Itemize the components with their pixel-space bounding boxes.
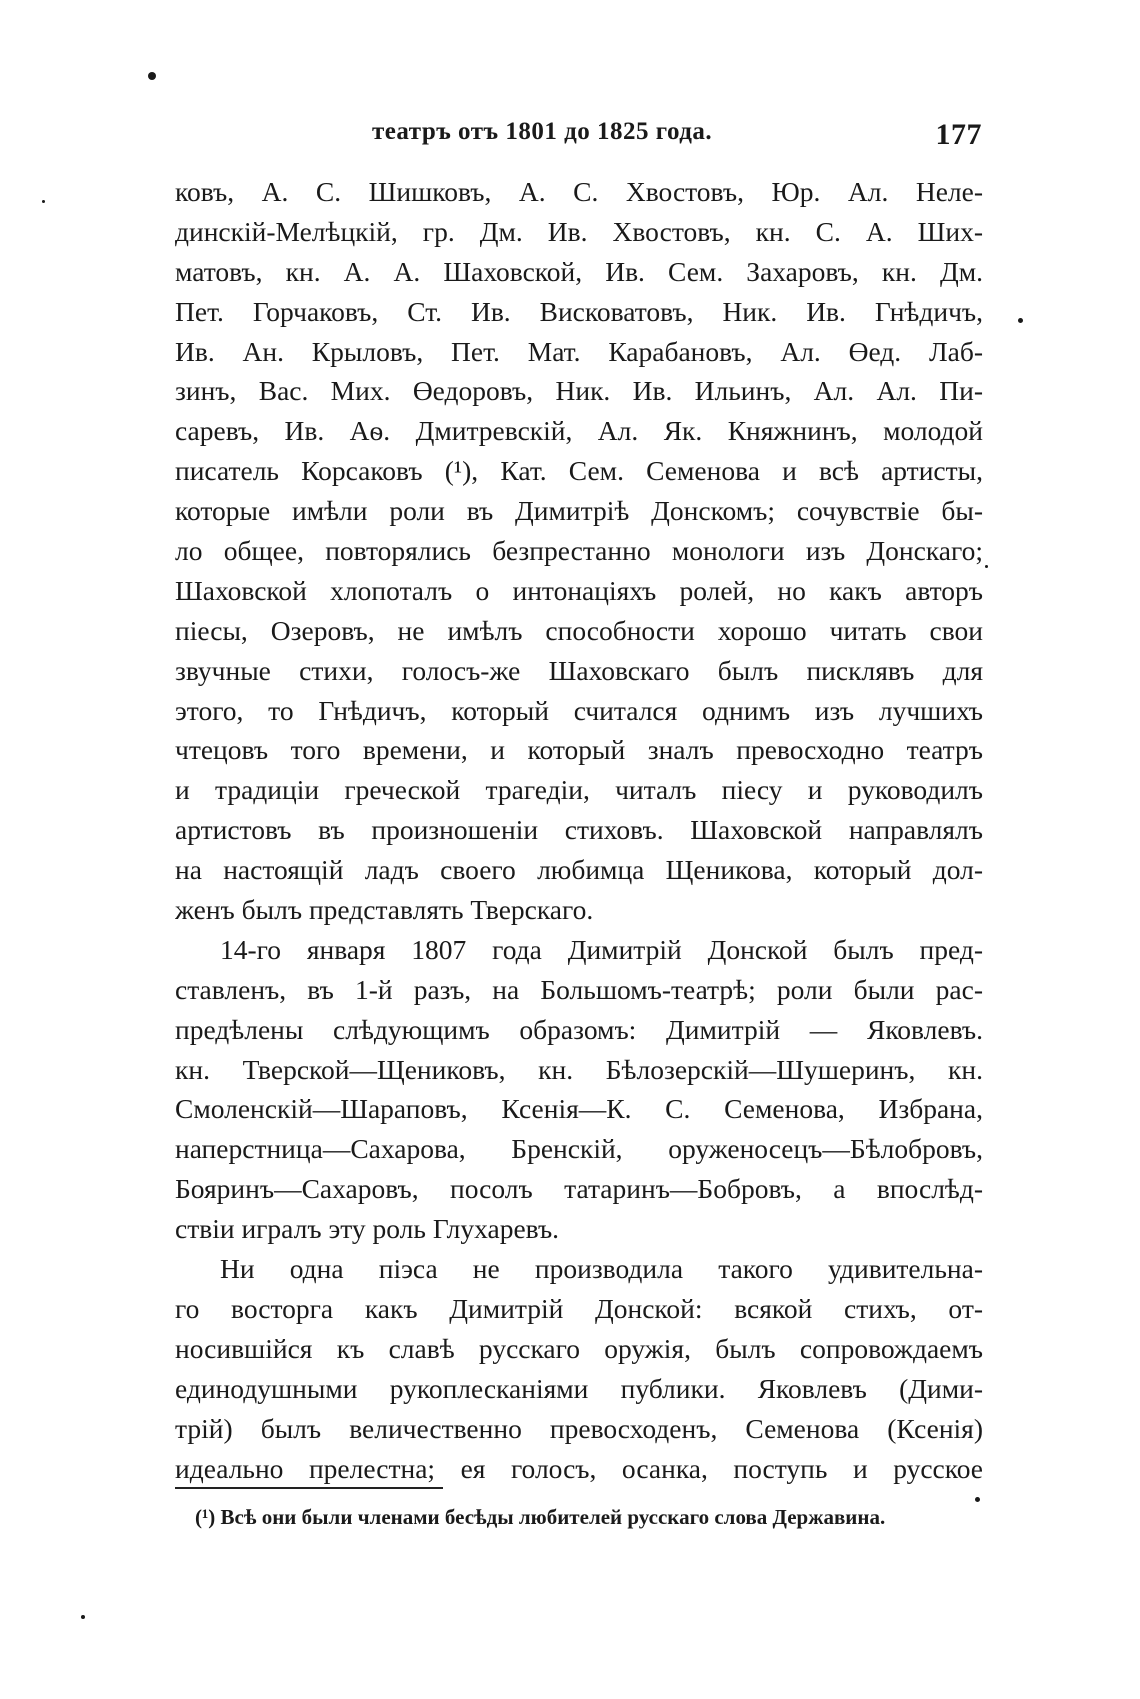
text-line: ставленъ, въ 1-й разъ, на Большомъ-театрѣ; роли были рас- <box>175 973 983 1005</box>
scan-speck <box>985 565 988 568</box>
text-line: Смоленскій—Шараповъ, Ксенія—К. С. Семенова, Избрана, <box>175 1093 983 1125</box>
text-line: Пет. Горчаковъ, Ст. Ив. Висковатовъ, Ник. Ив. Гнѣдичъ, <box>175 295 983 327</box>
text-line: піесы, Озеровъ, не имѣлъ способности хорошо читать свои <box>175 614 983 646</box>
text-line: матовъ, кн. А. А. Шаховской, Ив. Сем. Захаровъ, кн. Дм. <box>175 255 983 287</box>
running-title: театръ отъ 1801 до 1825 года. <box>372 118 713 145</box>
scan-speck <box>81 1615 85 1619</box>
text-line: единодушными рукоплесканіями публики. Яковлевъ (Дими- <box>175 1372 983 1404</box>
text-line: Ив. Ан. Крыловъ, Пет. Мат. Карабановъ, Ал. Өед. Лаб- <box>175 335 983 367</box>
text-line: звучные стихи, голосъ-же Шаховскаго былъ писклявъ для <box>175 654 983 686</box>
text-line: Бояринъ—Сахаровъ, посолъ татаринъ—Бобровъ, а впослѣд- <box>175 1173 983 1205</box>
text-line: Шаховской хлопоталъ о интонаціяхъ ролей, но какъ авторъ <box>175 574 983 606</box>
text-line: и традиціи греческой трагедіи, читалъ піесу и руководилъ <box>175 774 983 806</box>
body-text <box>175 172 983 1488</box>
text-line: трій) былъ величественно превосходенъ, Семенова (Ксенія) <box>175 1412 983 1444</box>
text-line: динскій-Мелѣцкій, гр. Дм. Ив. Хвостовъ, кн. С. А. Ших- <box>175 215 983 247</box>
text-line: ло общее, повторялись безпрестанно монологи изъ Донскаго; <box>175 535 983 567</box>
text-line: женъ былъ представлять Тверскаго. <box>175 894 594 926</box>
text-line: чтецовъ того времени, и который зналъ превосходно театръ <box>175 734 983 766</box>
footnote-divider <box>175 1487 443 1489</box>
text-line: 14-го января 1807 года Димитрій Донской былъ пред- <box>220 933 983 965</box>
page-number: 177 <box>935 118 982 151</box>
text-line: этого, то Гнѣдичъ, который считался однимъ изъ лучшихъ <box>175 694 983 726</box>
scan-speck <box>975 1497 980 1502</box>
text-line: которые имѣли роли въ Димитріѣ Донскомъ; сочувствіе бы- <box>175 495 983 527</box>
text-line: ствіи игралъ эту роль Глухаревъ. <box>175 1213 560 1245</box>
running-header <box>372 118 982 158</box>
text-line: артистовъ въ произношеніи стиховъ. Шаховской направлялъ <box>175 814 983 846</box>
text-line: идеально прелестна; ея голосъ, осанка, поступь и русское <box>175 1452 983 1484</box>
text-line: саревъ, Ив. Аѳ. Дмитревскій, Ал. Як. Княжнинъ, молодой <box>175 415 983 447</box>
scan-speck <box>42 200 45 203</box>
text-line: кн. Тверской—Щениковъ, кн. Бѣлозерскій—Шушеринъ, кн. <box>175 1053 983 1085</box>
text-line: зинъ, Вас. Мих. Өедоровъ, Ник. Ив. Ильинъ, Ал. Ал. Пи- <box>175 375 983 407</box>
text-line: носившійся къ славѣ русскаго оружія, былъ сопровождаемъ <box>175 1332 983 1364</box>
text-line: наперстница—Сахарова, Бренскій, оруженосецъ—Бѣлобровъ, <box>175 1133 983 1165</box>
text-line: предѣлены слѣдующимъ образомъ: Димитрій — Яковлевъ. <box>175 1013 983 1045</box>
text-line: го восторга какъ Димитрій Донской: всякой стихъ, от- <box>175 1292 983 1324</box>
text-line: ковъ, А. С. Шишковъ, А. С. Хвостовъ, Юр. Ал. Неле- <box>175 176 983 207</box>
footnote: (¹) Всѣ они были членами бесѣды любителей русскаго слова Державина. <box>195 1505 886 1529</box>
text-line: на настоящій ладъ своего любимца Щеникова, который дол- <box>175 854 983 886</box>
text-line: писатель Корсаковъ (¹), Кат. Сем. Семенова и всѣ артисты, <box>175 455 983 487</box>
scan-speck <box>148 72 156 80</box>
scan-speck <box>1018 318 1023 323</box>
text-line: Ни одна піэса не производила такого удивительна- <box>220 1253 983 1285</box>
